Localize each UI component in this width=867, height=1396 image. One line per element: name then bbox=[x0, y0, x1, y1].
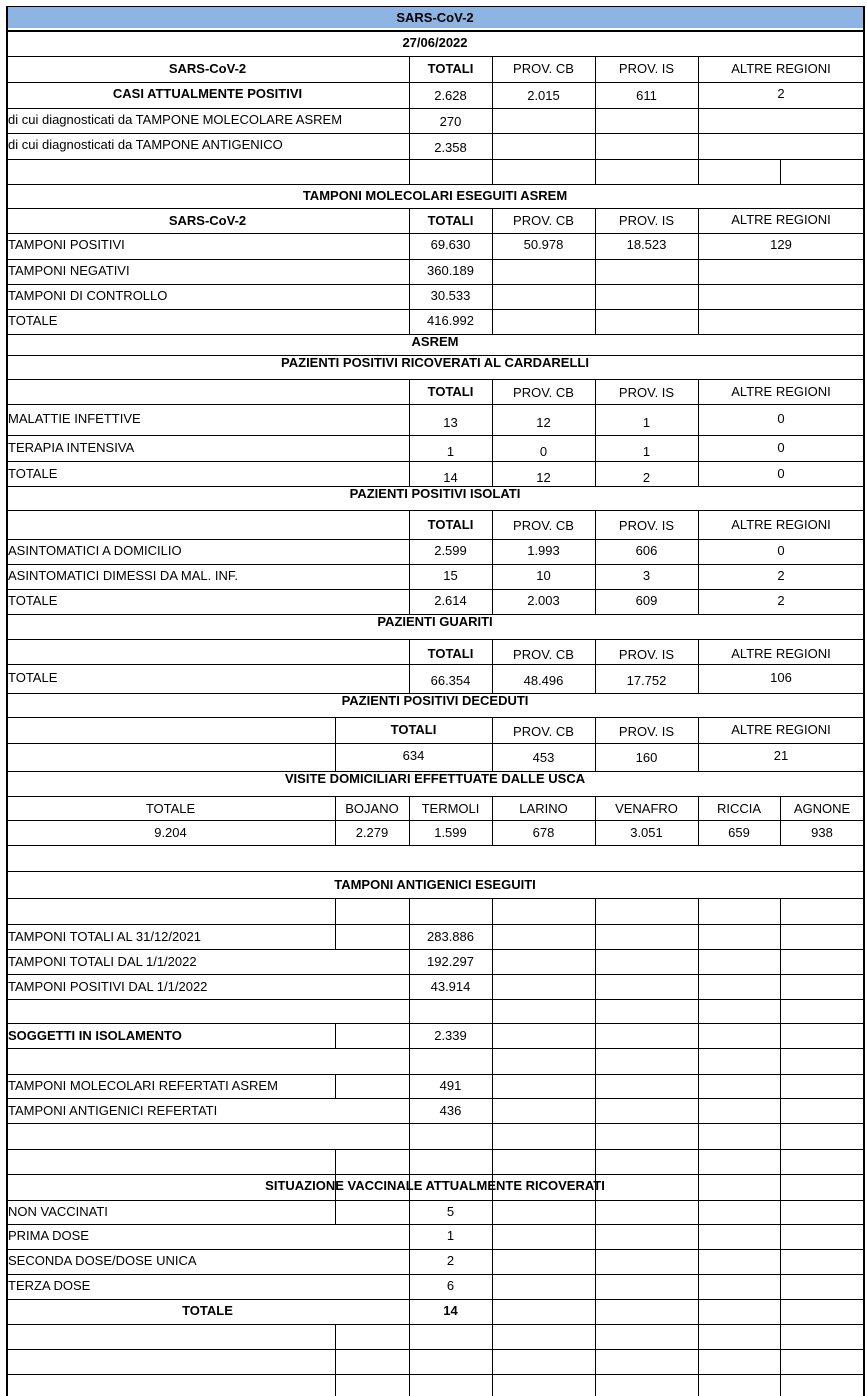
vaccinale-row-value: 6 bbox=[446, 1278, 455, 1293]
usca-header: BOJANO bbox=[345, 801, 399, 816]
grid-line bbox=[6, 639, 864, 640]
tamponi-row-totali: 360.189 bbox=[427, 263, 474, 278]
header-altre: ALTRE REGIONI bbox=[731, 517, 831, 532]
ricoverati-row-label: TOTALE bbox=[8, 466, 58, 481]
grid-line bbox=[595, 1374, 596, 1396]
grid-line bbox=[698, 1374, 699, 1396]
grid-line bbox=[6, 1098, 864, 1099]
grid-line bbox=[409, 999, 410, 1023]
grid-line bbox=[409, 1149, 410, 1174]
isolati-row-totali: 2.599 bbox=[434, 543, 467, 558]
header-totali: TOTALI bbox=[390, 722, 437, 737]
vaccinale-row-label: PRIMA DOSE bbox=[8, 1228, 89, 1243]
grid-line bbox=[492, 1149, 493, 1174]
ricoverati-row-label: MALATTIE INFETTIVE bbox=[8, 411, 141, 426]
ricoverati-row-totali: 14 bbox=[443, 470, 458, 485]
usca-value: 678 bbox=[532, 825, 555, 840]
ricoverati-row-altre: 0 bbox=[777, 466, 785, 481]
section-antigenici: TAMPONI ANTIGENICI ESEGUITI bbox=[334, 877, 536, 892]
grid-line bbox=[6, 379, 864, 380]
guariti-totali: 66.354 bbox=[430, 673, 471, 688]
grid-line bbox=[780, 1048, 781, 1074]
header-totali: TOTALI bbox=[427, 384, 474, 399]
tamponi-row-totali: 69.630 bbox=[430, 237, 471, 252]
grid-line bbox=[6, 898, 864, 899]
grid-line bbox=[698, 1149, 699, 1174]
header-prov-is: PROV. IS bbox=[618, 61, 675, 76]
casi-sub-molecolare: di cui diagnosticati da TAMPONE MOLECOLARE ASREM bbox=[8, 112, 343, 127]
grid-line bbox=[492, 1349, 493, 1374]
usca-header: TERMOLI bbox=[421, 801, 480, 816]
grid-line bbox=[6, 82, 864, 83]
grid-line bbox=[6, 1149, 864, 1150]
grid-line bbox=[492, 1200, 493, 1224]
grid-line bbox=[698, 949, 699, 974]
usca-header: RICCIA bbox=[716, 801, 762, 816]
usca-value: 1.599 bbox=[434, 825, 467, 840]
grid-line bbox=[492, 1374, 493, 1396]
usca-value: 2.279 bbox=[355, 825, 389, 840]
grid-line bbox=[492, 949, 493, 974]
grid-line bbox=[6, 871, 864, 872]
header-prov-cb: PROV. CB bbox=[513, 518, 574, 533]
grid-line bbox=[6, 949, 864, 950]
casi-cb: 2.015 bbox=[527, 88, 560, 103]
grid-line bbox=[595, 1299, 596, 1324]
isolati-row-totali: 15 bbox=[443, 568, 458, 583]
grid-line bbox=[335, 1374, 336, 1396]
grid-line bbox=[698, 1048, 699, 1074]
isolamento-label: SOGGETTI IN ISOLAMENTO bbox=[8, 1028, 182, 1043]
grid-line bbox=[6, 1048, 864, 1049]
grid-line bbox=[698, 898, 699, 924]
header-prov-is: PROV. IS bbox=[618, 518, 675, 533]
sheet-title: SARS-CoV-2 bbox=[396, 10, 474, 25]
grid-line bbox=[6, 108, 864, 109]
grid-line bbox=[780, 924, 781, 949]
casi-label: CASI ATTUALMENTE POSITIVI bbox=[112, 86, 303, 101]
grid-line bbox=[698, 974, 699, 999]
antigenici-row-value: 43.914 bbox=[430, 979, 471, 994]
tamponi-row-totali: 416.992 bbox=[427, 313, 474, 328]
isolati-row-is: 606 bbox=[635, 543, 658, 558]
isolati-row-is: 609 bbox=[635, 593, 658, 608]
header-totali: TOTALI bbox=[427, 61, 474, 76]
grid-line bbox=[698, 924, 699, 949]
isolati-row-altre: 2 bbox=[777, 593, 785, 608]
section-isolati: PAZIENTI POSITIVI ISOLATI bbox=[349, 486, 521, 501]
grid-line bbox=[698, 1224, 699, 1249]
grid-line bbox=[698, 1249, 699, 1274]
usca-header: TOTALE bbox=[145, 801, 196, 816]
usca-value: 938 bbox=[811, 825, 833, 840]
section-usca: VISITE DOMICILIARI EFFETTUATE DALLE USCA bbox=[284, 771, 586, 786]
header-prov-cb: PROV. CB bbox=[513, 647, 574, 662]
grid-line bbox=[6, 539, 864, 540]
grid-line bbox=[595, 1048, 596, 1074]
grid-line bbox=[6, 743, 864, 744]
vaccinale-row-label: SECONDA DOSE/DOSE UNICA bbox=[8, 1253, 197, 1268]
tamponi-row-label: TAMPONI NEGATIVI bbox=[8, 263, 130, 278]
grid-line bbox=[6, 31, 864, 32]
vaccinale-row-label: TERZA DOSE bbox=[8, 1278, 91, 1293]
grid-line bbox=[335, 898, 336, 924]
grid-line bbox=[6, 1023, 864, 1024]
header-altre: ALTRE REGIONI bbox=[731, 384, 831, 399]
grid-line bbox=[6, 1349, 864, 1350]
section-tamponi-molecolari: TAMPONI MOLECOLARI ESEGUITI ASREM bbox=[302, 188, 568, 203]
header-prov-cb: PROV. CB bbox=[513, 61, 574, 76]
grid-line bbox=[780, 1249, 781, 1274]
grid-line bbox=[780, 159, 781, 184]
grid-line bbox=[6, 1274, 864, 1275]
usca-header: AGNONE bbox=[793, 801, 851, 816]
deceduti-totali: 634 bbox=[402, 748, 425, 763]
grid-line bbox=[409, 1374, 410, 1396]
refertati-molecolari-label: TAMPONI MOLECOLARI REFERTATI ASREM bbox=[8, 1078, 278, 1093]
grid-line bbox=[335, 1349, 336, 1374]
tamponi-row-cb: 50.978 bbox=[523, 237, 564, 252]
header-altre: ALTRE REGIONI bbox=[731, 722, 831, 737]
grid-line bbox=[335, 1324, 336, 1349]
grid-line bbox=[409, 1349, 410, 1374]
grid-line bbox=[780, 1149, 781, 1174]
tamponi-row-totali: 30.533 bbox=[430, 288, 471, 303]
grid-line bbox=[6, 845, 864, 846]
usca-header: VENAFRO bbox=[615, 801, 678, 816]
guariti-altre: 106 bbox=[770, 670, 792, 685]
antigenici-row-label: TAMPONI TOTALI DAL 1/1/2022 bbox=[8, 954, 197, 969]
refertati-antigenici-label: TAMPONI ANTIGENICI REFERTATI bbox=[8, 1103, 218, 1118]
grid-line bbox=[492, 1098, 493, 1123]
grid-line bbox=[698, 999, 699, 1023]
grid-line bbox=[6, 1299, 864, 1300]
grid-line bbox=[780, 1224, 781, 1249]
header-prov-cb: PROV. CB bbox=[513, 724, 574, 739]
grid-line bbox=[409, 1048, 410, 1074]
header-prov-is: PROV. IS bbox=[618, 647, 675, 662]
isolati-row-totali: 2.614 bbox=[434, 593, 467, 608]
grid-line bbox=[492, 1023, 493, 1048]
isolati-row-altre: 0 bbox=[777, 543, 785, 558]
grid-line bbox=[698, 1098, 699, 1123]
header-prov-is: PROV. IS bbox=[618, 724, 675, 739]
refertati-molecolari-value: 491 bbox=[439, 1078, 462, 1093]
vaccinale-row-value: 1 bbox=[446, 1228, 455, 1243]
grid-line bbox=[595, 1324, 596, 1349]
usca-value: 9.204 bbox=[154, 825, 187, 840]
grid-line bbox=[492, 1048, 493, 1074]
grid-line bbox=[492, 974, 493, 999]
section-deceduti: PAZIENTI POSITIVI DECEDUTI bbox=[341, 693, 529, 708]
ricoverati-row-altre: 0 bbox=[777, 440, 785, 455]
isolati-row-cb: 1.993 bbox=[527, 543, 560, 558]
grid-line bbox=[595, 1123, 596, 1149]
vaccinale-total-value: 14 bbox=[443, 1303, 458, 1318]
isolati-row-label: ASINTOMATICI DIMESSI DA MAL. INF. bbox=[8, 568, 238, 583]
grid-line bbox=[595, 974, 596, 999]
ricoverati-row-totali: 13 bbox=[443, 415, 458, 430]
grid-line bbox=[6, 404, 864, 405]
grid-line bbox=[492, 1299, 493, 1324]
vaccinale-row-label: NON VACCINATI bbox=[8, 1204, 108, 1219]
outer-border-top bbox=[6, 6, 864, 7]
ricoverati-row-label: TERAPIA INTENSIVA bbox=[8, 440, 135, 455]
usca-header: LARINO bbox=[519, 801, 568, 816]
grid-line bbox=[780, 974, 781, 999]
grid-line bbox=[595, 1249, 596, 1274]
grid-line bbox=[6, 1200, 864, 1201]
grid-line bbox=[409, 898, 410, 924]
guariti-is: 17.752 bbox=[626, 673, 667, 688]
grid-line bbox=[595, 1224, 596, 1249]
header-altre: ALTRE REGIONI bbox=[731, 212, 831, 227]
ricoverati-row-cb: 0 bbox=[539, 444, 548, 459]
grid-line bbox=[595, 1274, 596, 1299]
header-totali: TOTALI bbox=[427, 213, 474, 228]
section-vaccinale: SITUAZIONE VACCINALE ATTUALMENTE RICOVERATI bbox=[265, 1178, 605, 1193]
grid-line bbox=[698, 1023, 699, 1048]
isolati-row-altre: 2 bbox=[777, 568, 785, 583]
grid-line bbox=[780, 999, 781, 1023]
tamponi-row-label: TAMPONI DI CONTROLLO bbox=[8, 288, 168, 303]
grid-line bbox=[409, 1123, 410, 1149]
isolati-row-is: 3 bbox=[642, 568, 651, 583]
grid-line bbox=[698, 1299, 699, 1324]
deceduti-altre: 21 bbox=[773, 748, 789, 763]
grid-line bbox=[595, 949, 596, 974]
grid-line bbox=[780, 1274, 781, 1299]
isolati-row-cb: 2.003 bbox=[527, 593, 560, 608]
grid-line bbox=[698, 1274, 699, 1299]
tamponi-row-label: TOTALE bbox=[8, 313, 58, 328]
grid-line bbox=[780, 949, 781, 974]
grid-line bbox=[6, 1249, 864, 1250]
tamponi-row-is: 18.523 bbox=[626, 237, 667, 252]
grid-line bbox=[595, 1200, 596, 1224]
usca-value: 659 bbox=[728, 825, 750, 840]
header-sars: SARS-CoV-2 bbox=[168, 213, 247, 228]
header-sars: SARS-CoV-2 bbox=[168, 61, 247, 76]
grid-line bbox=[780, 898, 781, 924]
grid-line bbox=[595, 999, 596, 1023]
grid-line bbox=[780, 1098, 781, 1123]
grid-line bbox=[492, 1123, 493, 1149]
outer-border-right bbox=[864, 6, 865, 1396]
grid-line bbox=[595, 1023, 596, 1048]
grid-line bbox=[6, 184, 864, 185]
grid-line bbox=[595, 898, 596, 924]
casi-is: 611 bbox=[636, 88, 657, 103]
grid-line bbox=[6, 1324, 864, 1325]
grid-line bbox=[6, 435, 864, 436]
grid-line bbox=[595, 1349, 596, 1374]
isolati-row-cb: 10 bbox=[536, 568, 551, 583]
header-prov-is: PROV. IS bbox=[618, 385, 675, 400]
section-guariti: PAZIENTI GUARITI bbox=[377, 614, 493, 629]
deceduti-is: 160 bbox=[635, 750, 658, 765]
report-date: 27/06/2022 bbox=[402, 35, 468, 50]
grid-line bbox=[698, 1074, 699, 1098]
grid-line bbox=[335, 1149, 336, 1174]
grid-line bbox=[780, 1023, 781, 1048]
grid-line bbox=[492, 1224, 493, 1249]
ricoverati-row-is: 1 bbox=[642, 444, 651, 459]
grid-line bbox=[6, 999, 864, 1000]
antigenici-row-value: 192.297 bbox=[427, 954, 474, 969]
grid-line bbox=[6, 208, 864, 209]
header-prov-cb: PROV. CB bbox=[513, 385, 574, 400]
casi-totali: 2.628 bbox=[434, 88, 467, 103]
grid-line bbox=[492, 1324, 493, 1349]
grid-line bbox=[6, 259, 864, 260]
grid-line bbox=[492, 1274, 493, 1299]
grid-line bbox=[492, 1074, 493, 1098]
header-totali: TOTALI bbox=[427, 517, 474, 532]
ricoverati-row-totali: 1 bbox=[446, 444, 455, 459]
header-altre: ALTRE REGIONI bbox=[731, 61, 831, 76]
antigenici-row-label: TAMPONI POSITIVI DAL 1/1/2022 bbox=[8, 979, 208, 994]
grid-line bbox=[6, 510, 864, 511]
refertati-antigenici-value: 436 bbox=[439, 1103, 462, 1118]
grid-line bbox=[6, 56, 864, 57]
grid-line bbox=[780, 1074, 781, 1098]
grid-line bbox=[6, 1174, 864, 1175]
grid-line bbox=[6, 284, 864, 285]
vaccinale-row-value: 2 bbox=[446, 1253, 455, 1268]
grid-line bbox=[492, 924, 493, 949]
grid-line bbox=[492, 898, 493, 924]
vaccinale-row-value: 5 bbox=[446, 1204, 455, 1219]
grid-line bbox=[6, 1074, 864, 1075]
isolati-row-label: ASINTOMATICI A DOMICILIO bbox=[8, 543, 182, 558]
ricoverati-row-cb: 12 bbox=[536, 415, 551, 430]
grid-line bbox=[780, 1123, 781, 1149]
grid-line bbox=[698, 1324, 699, 1349]
vaccinale-total-label: TOTALE bbox=[182, 1303, 233, 1318]
header-prov-cb: PROV. CB bbox=[513, 213, 574, 228]
grid-line bbox=[409, 1324, 410, 1349]
grid-line bbox=[6, 564, 864, 565]
casi-sub-antigenico: di cui diagnosticati da TAMPONE ANTIGENICO bbox=[8, 137, 283, 152]
casi-altre: 2 bbox=[777, 86, 785, 101]
grid-line bbox=[6, 309, 864, 310]
guariti-label: TOTALE bbox=[8, 670, 58, 685]
grid-line bbox=[595, 1098, 596, 1123]
header-prov-is: PROV. IS bbox=[618, 213, 675, 228]
antigenici-row-label: TAMPONI TOTALI AL 31/12/2021 bbox=[8, 929, 201, 944]
isolamento-value: 2.339 bbox=[434, 1028, 467, 1043]
tamponi-row-altre: 129 bbox=[770, 237, 792, 252]
grid-line bbox=[6, 974, 864, 975]
grid-line bbox=[595, 1074, 596, 1098]
grid-line bbox=[698, 1123, 699, 1149]
grid-line bbox=[6, 1374, 864, 1375]
casi-sub-molecolare-value: 270 bbox=[439, 114, 462, 129]
grid-line bbox=[6, 924, 864, 925]
grid-line bbox=[6, 796, 864, 797]
grid-line bbox=[698, 1349, 699, 1374]
grid-line bbox=[780, 1374, 781, 1396]
grid-line bbox=[595, 924, 596, 949]
grid-line bbox=[6, 1224, 864, 1225]
grid-line bbox=[6, 589, 864, 590]
grid-line bbox=[780, 1299, 781, 1324]
grid-line bbox=[492, 1249, 493, 1274]
header-altre: ALTRE REGIONI bbox=[731, 646, 831, 661]
usca-value: 3.051 bbox=[630, 825, 663, 840]
grid-line bbox=[6, 1123, 864, 1124]
tamponi-row-label: TAMPONI POSITIVI bbox=[8, 237, 125, 252]
grid-line bbox=[698, 1200, 699, 1224]
grid-line bbox=[6, 717, 864, 718]
section-ricoverati: PAZIENTI POSITIVI RICOVERATI AL CARDARELLI bbox=[281, 355, 589, 370]
deceduti-cb: 453 bbox=[532, 750, 555, 765]
ricoverati-row-cb: 12 bbox=[536, 470, 551, 485]
guariti-cb: 48.496 bbox=[523, 673, 564, 688]
header-totali: TOTALI bbox=[427, 646, 474, 661]
ricoverati-row-is: 1 bbox=[642, 415, 651, 430]
antigenici-row-value: 283.886 bbox=[427, 929, 474, 944]
section-asrem: ASREM bbox=[411, 334, 459, 349]
isolati-row-label: TOTALE bbox=[8, 593, 58, 608]
grid-line bbox=[492, 999, 493, 1023]
casi-sub-antigenico-value: 2.358 bbox=[434, 140, 467, 155]
ricoverati-row-altre: 0 bbox=[777, 411, 785, 426]
grid-line bbox=[6, 233, 864, 234]
ricoverati-row-is: 2 bbox=[642, 470, 651, 485]
grid-line bbox=[780, 1349, 781, 1374]
grid-line bbox=[780, 1324, 781, 1349]
grid-line bbox=[595, 1149, 596, 1174]
grid-line bbox=[780, 1200, 781, 1224]
